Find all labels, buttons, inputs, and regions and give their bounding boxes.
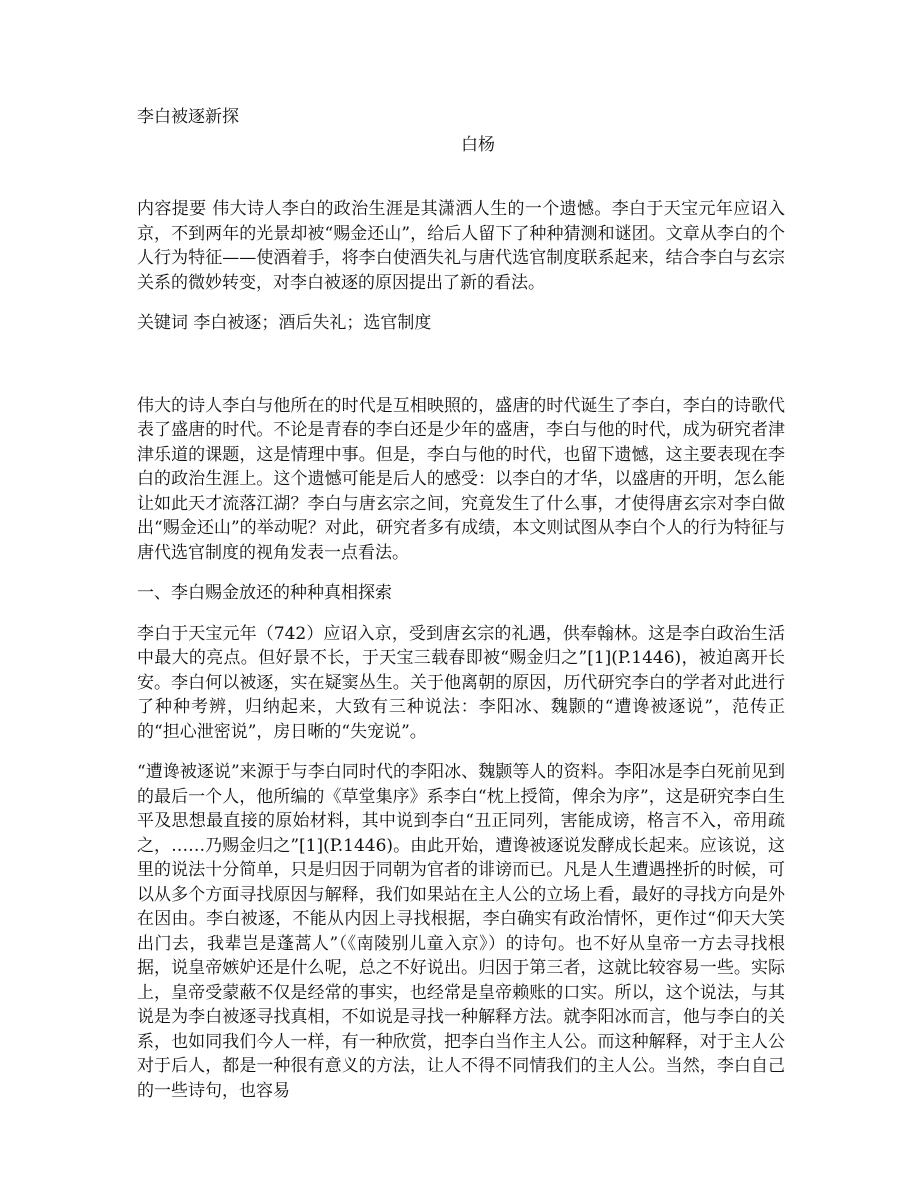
body-paragraph: “遭谗被逐说”来源于与李白同时代的李阳冰、魏颢等人的资料。李阳冰是李白死前见到的最后一个人，他所编的《草堂集序》系李白“枕上授简，俾余为序”，这是研究李白生平及思想最直接的原始材料，其中说到李白“丑正同列，害能成谤，格言不入，帝用疏之，……乃赐金归之”[1](P.1446)。由此开始，遭谗被逐说发酵成长起来。应该说，这里的说法十分简单，只是归因于同朝为官者的诽谤而已。凡是人生遭遇挫折的时候，可以从多个方面寻找原因与解释，我们如果站在主人公的立场上看，最好的寻找方向是外在因由。李白被逐，不能从内因上寻找根据，李白确实有政治情怀，更作过“仰天大笑出门去，我辈岂是蓬蒿人”（《南陵别儿童入京》）的诗句。也不好从皇帝一方去寻找根据，说皇帝嫉妒还是什么呢，总之不好说出。归因于第三者，这就比较容易一些。实际上，皇帝受蒙蔽不仅是经常的事实，也经常是皇帝赖账的口实。所以，这个说法，与其说是为李白被逐寻找真相，不如说是寻找一种解释方法。就李阳冰而言，他与李白的关系，也如同我们今人一样，有一种欣赏，把李白当作主人公。而这种解释，对于主人公对于后人，都是一种很有意义的方法，让人不得不同情我们的主人公。当然，李白自己的一些诗句，也容易 [137, 762, 785, 1101]
section-heading: 一、李白赐金放还的种种真相探索 [137, 583, 392, 603]
document-body [137, 197, 785, 1103]
abstract-paragraph: 内容提要 伟大诗人李白的政治生涯是其潇洒人生的一个遗憾。李白于天宝元年应诏入京，不到两年的光景却被“赐金还山”，给后人留下了种种猜测和谜团。文章从李白的个人行为特征——使酒着手，将李白使酒失礼与唐代选官制度联系起来，结合李白与玄宗关系的微妙转变，对李白被逐的原因提出了新的看法。 [137, 199, 785, 293]
document-title: 李白被逐新探 [137, 107, 239, 127]
body-paragraph: 李白于天宝元年（742）应诏入京，受到唐玄宗的礼遇，供奉翰林。这是李白政治生活中最大的亮点。但好景不长，于天宝三载春即被“赐金归之”[1](P.1446)，被迫离开长安。李白何以被逐，实在疑窦丛生。关于他离朝的原因，历代研究李白的学者对此进行了种种考辨，归纳起来，大致有三种说法：李阳冰、魏颢的“遭谗被逐说”，范传正的“担心泄密说”，房日晰的“失宠说”。 [137, 623, 785, 742]
keywords-line: 关键词 李白被逐；酒后失礼；选官制度 [137, 313, 432, 333]
intro-paragraph: 伟大的诗人李白与他所在的时代是互相映照的，盛唐的时代诞生了李白，李白的诗歌代表了盛唐的时代。不论是青春的李白还是少年的盛唐，李白与他的时代，成为研究者津津乐道的课题，这是情理中事。但是，李白与他的时代，也留下遗憾，这主要表现在李白的政治生涯上。这个遗憾可能是后人的感受：以李白的才华，以盛唐的开明，怎么能让如此天才流落江湖？李白与唐玄宗之间，究竟发生了什么事，才使得唐玄宗对李白做出“赐金还山”的举动呢？对此，研究者多有成绩，本文则试图从李白个人的行为特征与唐代选官制度的视角发表一点看法。 [137, 395, 785, 563]
author-name: 白杨 [461, 135, 495, 155]
